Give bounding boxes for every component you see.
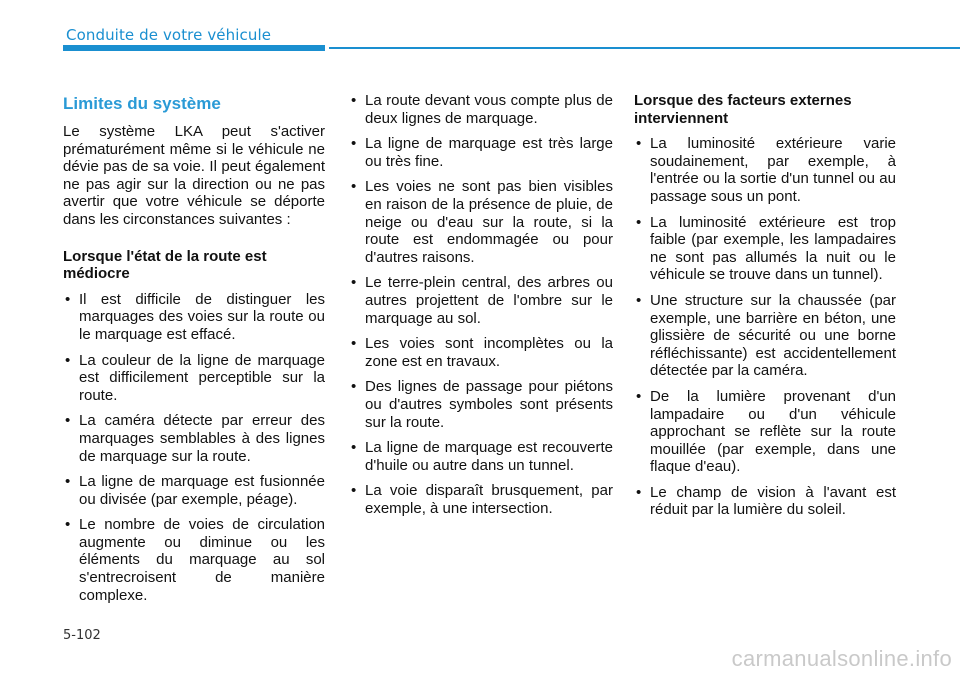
list-item: • La voie disparaît brusquement, par exemple, à une intersection. — [349, 482, 613, 517]
list-item: • La ligne de marquage est fusionnée ou divisée (par exemple, péage). — [63, 473, 325, 508]
poor-road-list-continued — [349, 92, 613, 517]
list-item: • Les voies sont incomplètes ou la zone est en travaux. — [349, 335, 613, 370]
list-item: • Le terre-plein central, des arbres ou autres projettent de l'ombre sur le marquage au sol. — [349, 274, 613, 327]
header-title: Conduite de votre véhicule — [66, 26, 272, 44]
list-item: • Le champ de vision à l'avant est réduit par la lumière du soleil. — [634, 484, 896, 519]
list-item: • La ligne de marquage est très large ou très fine. — [349, 135, 613, 170]
list-item: • La route devant vous compte plus de deux lignes de marquage. — [349, 92, 613, 127]
list-item: • La luminosité extérieure est trop faible (par exemple, les lampadaires ne sont pas allumés la nuit ou le véhicule se trouve dans un tunnel). — [634, 214, 896, 284]
list-item: • La luminosité extérieure varie soudainement, par exemple, à l'entrée ou la sortie d'un tunnel ou au passage sous un pont. — [634, 135, 896, 205]
external-factors-heading: Lorsque des facteurs externes interviennent — [634, 92, 852, 127]
list-item: • Une structure sur la chaussée (par exemple, une barrière en béton, une glissière de sécurité ou une borne réfléchissante) est accidentellement détectée par la caméra. — [634, 292, 896, 380]
section-title: Limites du système — [63, 94, 221, 113]
list-item: • De la lumière provenant d'un lampadaire ou d'un véhicule approchant se reflète sur la route mouillée (par exemple, dans une flaque d'eau). — [634, 388, 896, 476]
poor-road-list — [63, 291, 325, 605]
column-2 — [349, 92, 613, 525]
column-1 — [63, 92, 325, 612]
column-3 — [634, 92, 896, 527]
list-item: • La couleur de la ligne de marquage est difficilement perceptible sur la route. — [63, 352, 325, 405]
page-number: 5-102 — [63, 628, 101, 643]
poor-road-heading: Lorsque l'état de la route est médiocre — [63, 247, 267, 283]
watermark: carmanualsonline.info — [731, 646, 952, 671]
header-rule-thin — [329, 47, 960, 49]
external-factors-list — [634, 135, 896, 519]
intro-paragraph: Le système LKA peut s'activer prématurément même si le véhicule ne dévie pas de sa voie. Il peut également ne pas agir sur la direction ou ne pas avertir que votre véhicule se déporte dans les circonstances suivantes : — [63, 123, 325, 228]
list-item: • Des lignes de passage pour piétons ou d'autres symboles sont présents sur la route. — [349, 378, 613, 431]
list-item: • La ligne de marquage est recouverte d'huile ou autre dans un tunnel. — [349, 439, 613, 474]
list-item: • Il est difficile de distinguer les marquages des voies sur la route ou le marquage est effacé. — [63, 291, 325, 344]
list-item: • La caméra détecte par erreur des marquages semblables à des lignes de marquage sur la route. — [63, 412, 325, 465]
header-rule-thick — [63, 45, 325, 51]
list-item: • Le nombre de voies de circulation augmente ou diminue ou les éléments du marquage au sol s'entrecroisent de manière complexe. — [63, 516, 325, 604]
list-item: • Les voies ne sont pas bien visibles en raison de la présence de pluie, de neige ou d'eau sur la route, si la route est endommagée ou pour d'autres raisons. — [349, 178, 613, 266]
